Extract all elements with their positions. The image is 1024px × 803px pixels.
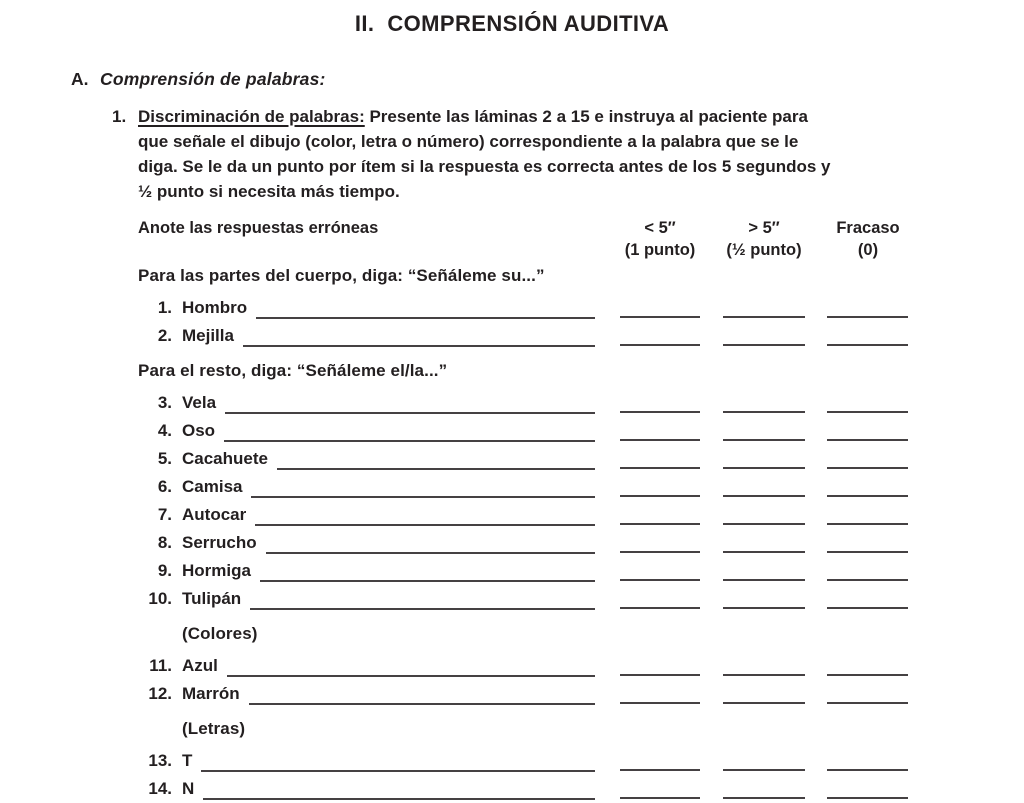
- score-blank-over5[interactable]: [723, 674, 805, 676]
- score-blank-over5[interactable]: [723, 411, 805, 413]
- item-word-line: [182, 322, 595, 350]
- subsection-instructions: [0, 104, 1024, 204]
- item-group: [0, 717, 1024, 803]
- error-response-blank[interactable]: [249, 680, 595, 705]
- score-blank-under5[interactable]: [620, 702, 700, 704]
- score-blank-fail[interactable]: [827, 579, 908, 581]
- note-responses-label: Anote las respuestas erróneas: [138, 219, 379, 237]
- group-label: (Colores): [182, 624, 258, 643]
- item-word: Autocar: [182, 505, 247, 524]
- error-response-blank[interactable]: [201, 747, 595, 772]
- score-blank-over5[interactable]: [723, 467, 805, 469]
- item-word-line: [182, 585, 595, 613]
- score-blank-under5[interactable]: [620, 411, 700, 413]
- item-list: [0, 389, 1024, 613]
- score-blank-under5[interactable]: [620, 607, 700, 609]
- item-word-line: [182, 473, 595, 501]
- item-word-line: [182, 445, 595, 473]
- score-blank-under5[interactable]: [620, 797, 700, 799]
- item-word: T: [182, 751, 193, 770]
- item-word: Hombro: [182, 298, 248, 317]
- table-row: [0, 473, 1024, 501]
- table-row: [0, 557, 1024, 585]
- score-blank-over5[interactable]: [723, 797, 805, 799]
- error-response-blank[interactable]: [203, 775, 595, 800]
- score-blank-under5[interactable]: [620, 344, 700, 346]
- error-response-blank[interactable]: [227, 652, 595, 677]
- score-blank-over5[interactable]: [723, 607, 805, 609]
- error-response-blank[interactable]: [224, 417, 595, 442]
- table-row: [0, 294, 1024, 322]
- score-blank-over5[interactable]: [723, 344, 805, 346]
- item-word: Marrón: [182, 684, 240, 703]
- item-number: 8.: [157, 533, 172, 552]
- score-blank-over5[interactable]: [723, 523, 805, 525]
- score-blank-under5[interactable]: [620, 467, 700, 469]
- item-number: 1.: [157, 298, 172, 317]
- score-column-line1: > 5″: [748, 219, 780, 237]
- table-row: [0, 775, 1024, 803]
- score-blank-over5[interactable]: [723, 579, 805, 581]
- error-response-blank[interactable]: [243, 322, 595, 347]
- score-blank-fail[interactable]: [827, 523, 908, 525]
- item-word-line: [182, 529, 595, 557]
- item-number: 6.: [157, 477, 172, 496]
- score-column-line1: Fracaso: [836, 219, 900, 237]
- item-list: [0, 652, 1024, 708]
- table-row: [0, 417, 1024, 445]
- item-word: N: [182, 779, 195, 798]
- score-blank-over5[interactable]: [723, 316, 805, 318]
- score-blank-fail[interactable]: [827, 495, 908, 497]
- item-number: 5.: [157, 449, 172, 468]
- item-word: Oso: [182, 421, 216, 440]
- item-word: Vela: [182, 393, 217, 412]
- score-column-header-under5: [608, 217, 712, 261]
- score-column-header-fail: [816, 217, 920, 261]
- page-title: II. COMPRENSIÓN AUDITIVA: [354, 11, 670, 36]
- error-response-blank[interactable]: [225, 389, 595, 414]
- score-blank-under5[interactable]: [620, 769, 700, 771]
- score-column-line2: (0): [857, 241, 879, 259]
- item-number: 7.: [157, 505, 172, 524]
- error-response-blank[interactable]: [266, 529, 595, 554]
- item-group: [0, 264, 1024, 350]
- error-response-blank[interactable]: [260, 557, 595, 582]
- error-response-blank[interactable]: [250, 585, 595, 610]
- score-blank-over5[interactable]: [723, 702, 805, 704]
- item-word: Mejilla: [182, 326, 234, 345]
- item-word: Camisa: [182, 477, 243, 496]
- score-blank-fail[interactable]: [827, 607, 908, 609]
- item-number: 10.: [148, 589, 172, 608]
- score-column-header-over5: [712, 217, 816, 261]
- group-label: (Letras): [182, 719, 246, 738]
- item-word-line: [182, 747, 595, 775]
- item-group: [0, 359, 1024, 613]
- item-number: 9.: [157, 561, 172, 580]
- score-blank-fail[interactable]: [827, 702, 908, 704]
- table-row: [0, 322, 1024, 350]
- score-blank-fail[interactable]: [827, 316, 908, 318]
- item-number: 2.: [157, 326, 172, 345]
- item-list: [0, 294, 1024, 350]
- item-group: [0, 622, 1024, 708]
- item-word-line: [182, 389, 595, 417]
- item-number: 4.: [157, 421, 172, 440]
- item-number: 13.: [148, 751, 172, 770]
- score-column-header-row: [0, 217, 1024, 261]
- score-blank-over5[interactable]: [723, 551, 805, 553]
- score-blank-fail[interactable]: [827, 674, 908, 676]
- table-row: [0, 585, 1024, 613]
- section-title: Comprensión de palabras:: [100, 69, 326, 89]
- instruction-line: diga. Se le da un punto por ítem si la respuesta es correcta antes de los 5 segundos y: [138, 157, 831, 176]
- score-blank-over5[interactable]: [723, 769, 805, 771]
- item-word-line: [182, 652, 595, 680]
- score-blank-fail[interactable]: [827, 769, 908, 771]
- subsection-number: 1.: [112, 107, 127, 126]
- item-word: Hormiga: [182, 561, 251, 580]
- table-row: [0, 389, 1024, 417]
- score-blank-fail[interactable]: [827, 439, 908, 441]
- error-response-blank[interactable]: [256, 294, 595, 319]
- item-word-line: [182, 775, 595, 803]
- error-response-blank[interactable]: [277, 445, 595, 470]
- subsection-heading: Discriminación de palabras:: [138, 107, 365, 126]
- item-number: 12.: [148, 684, 172, 703]
- error-response-blank[interactable]: [251, 473, 595, 498]
- item-list: [0, 747, 1024, 803]
- score-blank-under5[interactable]: [620, 316, 700, 318]
- score-blank-fail[interactable]: [827, 344, 908, 346]
- item-number: 3.: [157, 393, 172, 412]
- table-row: [0, 529, 1024, 557]
- score-blank-under5[interactable]: [620, 523, 700, 525]
- score-blank-under5[interactable]: [620, 439, 700, 441]
- score-column-line2: (1 punto): [624, 241, 696, 259]
- score-blank-under5[interactable]: [620, 495, 700, 497]
- item-word: Azul: [182, 656, 218, 675]
- table-row: [0, 501, 1024, 529]
- instruction-line: ½ punto si necesita más tiempo.: [138, 182, 400, 201]
- table-row: [0, 445, 1024, 473]
- section-letter: A.: [71, 69, 89, 89]
- item-word-line: [182, 294, 595, 322]
- score-column-line2: (½ punto): [726, 241, 802, 259]
- score-blank-under5[interactable]: [620, 674, 700, 676]
- instruction-text: Presente las láminas 2 a 15 e instruya al paciente para: [364, 107, 808, 126]
- table-row: [0, 680, 1024, 708]
- item-word: Serrucho: [182, 533, 257, 552]
- item-number: 11.: [149, 656, 172, 675]
- score-blank-fail[interactable]: [827, 797, 908, 799]
- score-column-line1: < 5″: [644, 219, 676, 237]
- item-number: 14.: [148, 779, 172, 798]
- score-blank-fail[interactable]: [827, 411, 908, 413]
- score-blank-over5[interactable]: [723, 495, 805, 497]
- score-blank-under5[interactable]: [620, 551, 700, 553]
- score-blank-over5[interactable]: [723, 439, 805, 441]
- score-blank-fail[interactable]: [827, 467, 908, 469]
- item-word-line: [182, 501, 595, 529]
- instruction-line: [138, 104, 944, 129]
- group-label: Para las partes del cuerpo, diga: “Señáleme su...”: [138, 266, 545, 285]
- table-row: [0, 652, 1024, 680]
- table-row: [0, 747, 1024, 775]
- item-word-line: [182, 417, 595, 445]
- score-blank-fail[interactable]: [827, 551, 908, 553]
- item-word: Tulipán: [182, 589, 242, 608]
- item-word: Cacahuete: [182, 449, 268, 468]
- group-label: Para el resto, diga: “Señáleme el/la...”: [138, 361, 448, 380]
- error-response-blank[interactable]: [255, 501, 595, 526]
- score-blank-under5[interactable]: [620, 579, 700, 581]
- item-word-line: [182, 557, 595, 585]
- section-heading: [0, 69, 1024, 91]
- item-word-line: [182, 680, 595, 708]
- instruction-line: que señale el dibujo (color, letra o número) correspondiente a la palabra que se le: [138, 132, 799, 151]
